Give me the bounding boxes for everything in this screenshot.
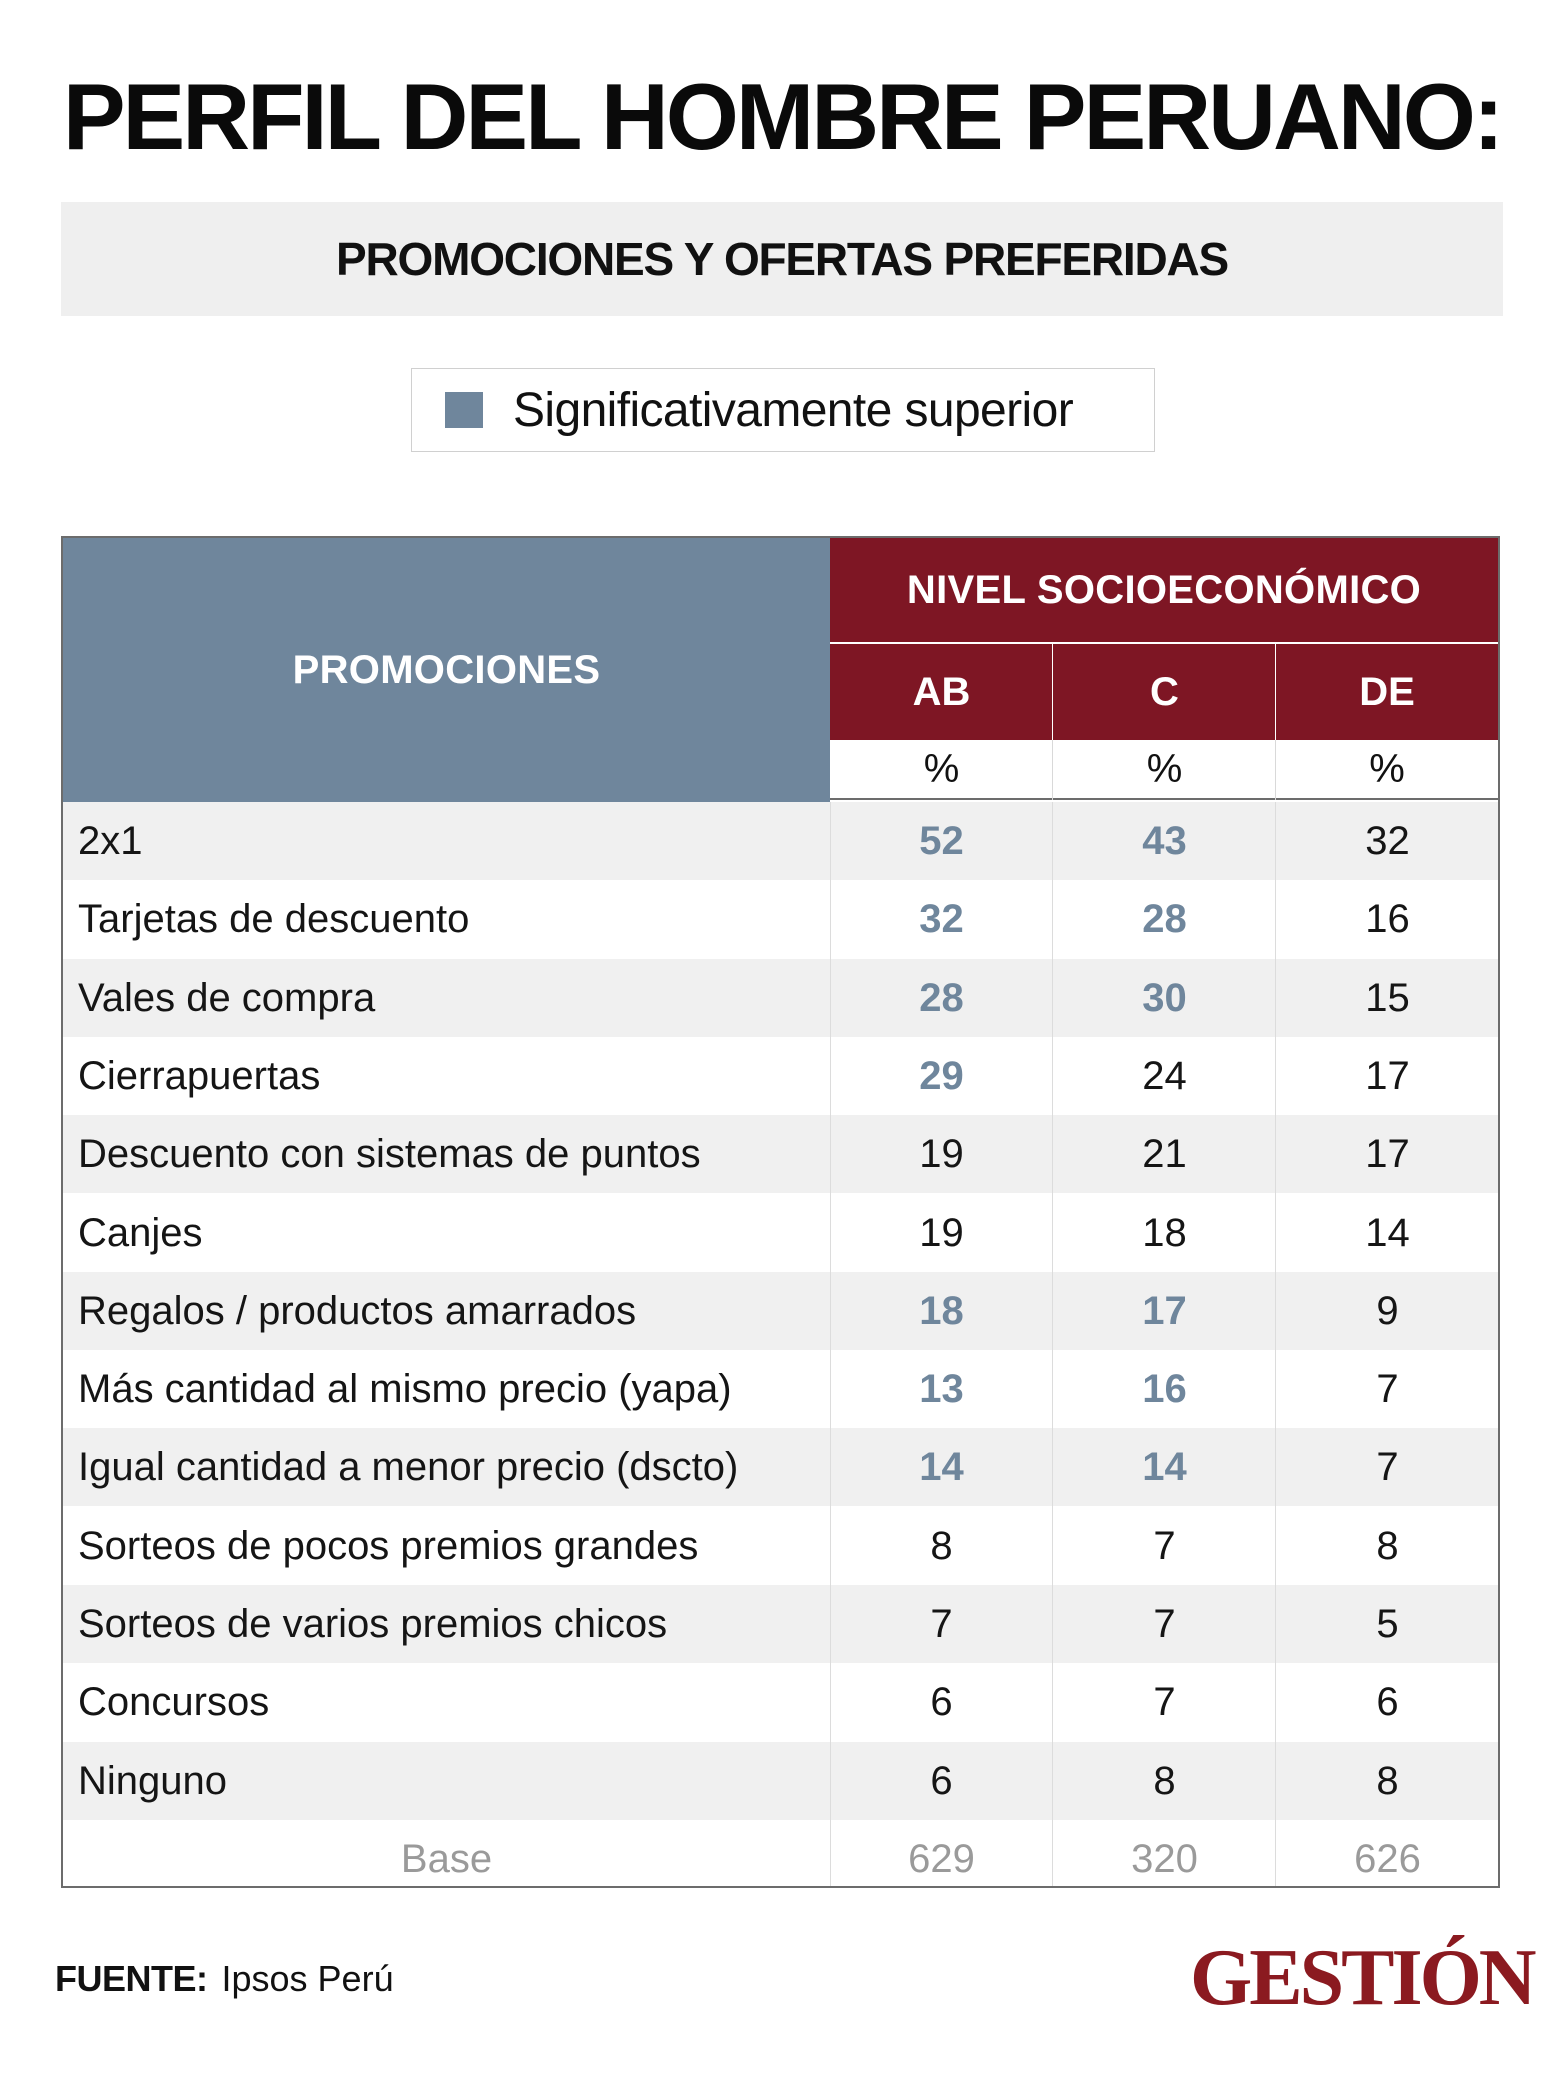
table-row <box>63 802 1498 880</box>
value-cell-ab: 13 <box>919 1367 964 1412</box>
table-row <box>63 880 1498 958</box>
row-label: Descuento con sistemas de puntos <box>78 1132 701 1177</box>
value-cell-c: 21 <box>1142 1132 1187 1177</box>
value-cell-ab: 14 <box>919 1445 964 1490</box>
value-cell-c: 24 <box>1142 1053 1187 1098</box>
socioeconomic-level-header: NIVEL SOCIOECONÓMICO <box>830 538 1498 644</box>
value-cell-ab: 29 <box>919 1053 964 1098</box>
row-label: Canjes <box>78 1210 203 1255</box>
row-label: Vales de compra <box>78 975 376 1020</box>
header-divider <box>1052 644 1053 740</box>
row-label: Cierrapuertas <box>78 1053 321 1098</box>
base-label: Base <box>400 1836 493 1881</box>
infographic-title: PERFIL DEL HOMBRE PERUANO: <box>62 64 1502 169</box>
base-row <box>63 1820 1498 1888</box>
base-value-de: 626 <box>1354 1836 1421 1881</box>
value-cell-ab: 19 <box>919 1132 964 1177</box>
base-value-ab: 629 <box>908 1836 975 1881</box>
row-label: Ninguno <box>78 1758 228 1803</box>
value-cell-de: 17 <box>1365 1053 1410 1098</box>
value-cell-c: 43 <box>1142 819 1187 863</box>
value-cell-de: 15 <box>1365 975 1410 1020</box>
value-cell-de: 32 <box>1365 819 1410 863</box>
header-divider <box>1275 644 1276 740</box>
value-cell-c: 28 <box>1142 897 1187 942</box>
header-divider <box>1275 740 1276 800</box>
source-label: FUENTE: <box>55 1958 208 1999</box>
table-row <box>63 1507 1498 1585</box>
value-cell-de: 7 <box>1376 1445 1399 1490</box>
value-cell-de: 9 <box>1376 1288 1399 1333</box>
subtitle-band <box>61 202 1503 316</box>
table-row <box>63 1585 1498 1663</box>
row-label: Concursos <box>78 1680 270 1725</box>
column-header-c: C <box>1053 644 1276 740</box>
table-row <box>63 1037 1498 1115</box>
value-cell-c: 16 <box>1142 1367 1187 1412</box>
value-cell-c: 7 <box>1153 1602 1176 1646</box>
legend-swatch <box>445 392 483 428</box>
value-cell-de: 16 <box>1365 897 1410 942</box>
column-separator <box>1052 802 1053 1886</box>
value-cell-c: 7 <box>1153 1680 1176 1725</box>
column-separator <box>1275 802 1276 1886</box>
value-cell-de: 7 <box>1376 1367 1399 1412</box>
legend <box>411 368 1155 452</box>
row-label: Más cantidad al mismo precio (yapa) <box>78 1367 732 1412</box>
table-row <box>63 959 1498 1037</box>
value-cell-de: 8 <box>1376 1523 1399 1568</box>
value-cell-de: 14 <box>1365 1210 1410 1255</box>
value-cell-c: 7 <box>1153 1523 1176 1568</box>
column-separator <box>830 802 831 1886</box>
value-cell-c: 30 <box>1142 975 1187 1020</box>
source-name: Ipsos Perú <box>221 1958 394 1999</box>
unit-label-c: % <box>1053 740 1276 800</box>
value-cell-de: 8 <box>1376 1758 1399 1803</box>
row-label: 2x1 <box>78 819 143 863</box>
row-label: Sorteos de pocos premios grandes <box>78 1523 699 1568</box>
row-label: Sorteos de varios premios chicos <box>78 1602 668 1646</box>
value-cell-ab: 28 <box>919 975 964 1020</box>
value-cell-c: 18 <box>1142 1210 1187 1255</box>
row-label: Tarjetas de descuento <box>78 897 470 942</box>
row-label: Regalos / productos amarrados <box>78 1288 637 1333</box>
value-cell-ab: 6 <box>930 1758 953 1803</box>
subtitle: PROMOCIONES Y OFERTAS PREFERIDAS <box>336 233 1228 285</box>
table-row <box>63 1742 1498 1820</box>
value-cell-ab: 7 <box>930 1602 953 1646</box>
column-header-de: DE <box>1276 644 1498 740</box>
value-cell-ab: 19 <box>919 1210 964 1255</box>
value-cell-de: 5 <box>1376 1602 1399 1646</box>
table-row <box>63 1194 1498 1272</box>
value-cell-de: 6 <box>1376 1680 1399 1725</box>
unit-label-de: % <box>1276 740 1498 800</box>
table-row <box>63 1663 1498 1741</box>
value-cell-c: 14 <box>1142 1445 1187 1490</box>
table-row <box>63 1428 1498 1506</box>
promotions-header: PROMOCIONES <box>63 538 830 802</box>
table-row <box>63 1272 1498 1350</box>
data-table <box>61 536 1500 1888</box>
value-cell-ab: 52 <box>919 819 964 863</box>
gestion-logo: GESTIÓN <box>1190 1934 1534 2022</box>
table-row <box>63 1115 1498 1193</box>
column-header-ab: AB <box>830 644 1053 740</box>
value-cell-ab: 8 <box>930 1523 953 1568</box>
value-cell-c: 8 <box>1153 1758 1176 1803</box>
header-divider <box>1052 740 1053 800</box>
value-cell-ab: 18 <box>919 1288 964 1333</box>
value-cell-de: 17 <box>1365 1132 1410 1177</box>
table-row <box>63 1350 1498 1428</box>
value-cell-ab: 6 <box>930 1680 953 1725</box>
legend-label: Significativamente superior <box>513 383 1074 437</box>
row-label: Igual cantidad a menor precio (dscto) <box>78 1445 739 1490</box>
base-value-c: 320 <box>1131 1836 1198 1881</box>
value-cell-c: 17 <box>1142 1288 1187 1333</box>
source-note <box>55 1958 394 2000</box>
value-cell-ab: 32 <box>919 897 964 942</box>
unit-label-ab: % <box>830 740 1053 800</box>
